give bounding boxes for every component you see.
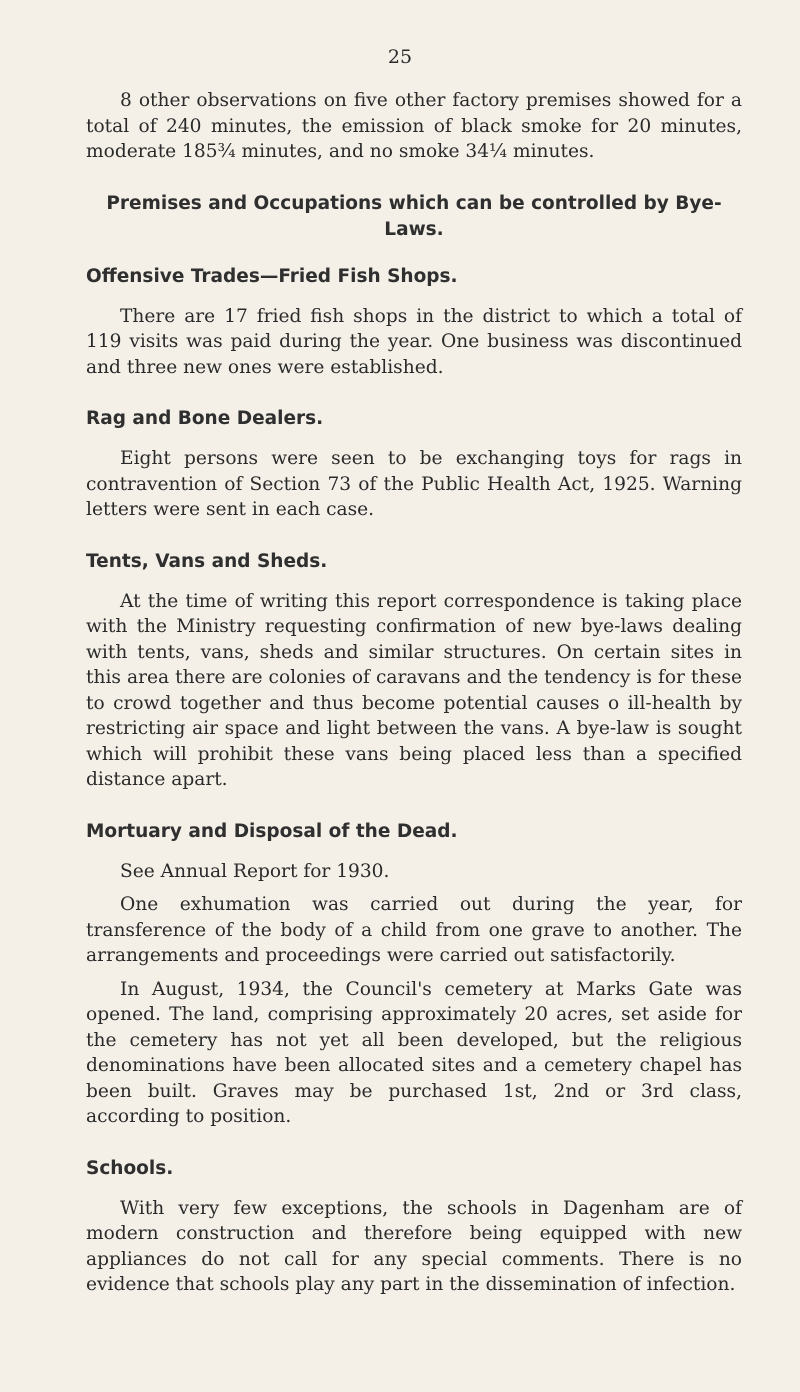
section-heading-rag-bone: Rag and Bone Dealers. — [86, 408, 324, 429]
paragraph-mortuary-2: One exhumation was carried out during the year, for transference of the body of a child from one grave to another. The arrangements and proceedings were carried out satisfactorily. — [86, 894, 742, 966]
intro-paragraph: 8 other observations on five other factory premises showed for a total of 240 minutes, the emission of black smoke for 20 minutes, moderate 185¾ minutes, and no smoke 34¼ minutes. — [86, 90, 742, 162]
paragraph-mortuary-1: See Annual Report for 1930. — [120, 860, 390, 882]
section-heading-fried-fish: Offensive Trades—Fried Fish Shops. — [86, 265, 458, 287]
paragraph-rag-bone: Eight persons were seen to be exchanging toys for rags in contravention of Section 73 of the Public Health Act, 1925. Warning letters were sent in each case. — [86, 448, 742, 520]
paragraph-tents-vans: At the time of writing this report correspondence is taking place with the Ministry requesting confirmation of new bye-laws dealing with tents, vans, sheds and similar structures. On certain sites in this area there are colonies of caravans and the tendency is for these to crowd together and thus become potential causes o ill-health by restricting air space and light between the vans. A bye-law is sought which will prohibit these vans being placed less than a specified distance apart. — [86, 590, 742, 790]
paragraph-mortuary-3: In August, 1934, the Council's cemetery at Marks Gate was opened. The land, comprising approximately 20 acres, set aside for the cemetery has not yet all been developed, but the religious denominations have been allocated sites and a cemetery chapel has been built. Graves may be purchased 1st, 2nd or 3rd class, according to position. — [86, 978, 742, 1127]
paragraph-fried-fish: There are 17 fried fish shops in the district to which a total of 119 visits was paid during the year. One business was discontinued and three new ones were established. — [86, 305, 742, 378]
main-heading: Premises and Occupations which can be controlled by Bye-Laws. — [106, 192, 722, 240]
paragraph-schools: With very few exceptions, the schools in Dagenham are of modern construction and therefore being equipped with new appliances do not call for any special comments. There is no evidence that schools play any part in the dissemination of infection. — [86, 1197, 742, 1295]
page-number: 25 — [387, 46, 413, 68]
page-content — [86, 88, 742, 1298]
section-heading-tents-vans: Tents, Vans and Sheds. — [86, 550, 328, 572]
section-heading-mortuary: Mortuary and Disposal of the Dead. — [86, 820, 458, 842]
section-heading-schools: Schools. — [86, 1157, 174, 1179]
